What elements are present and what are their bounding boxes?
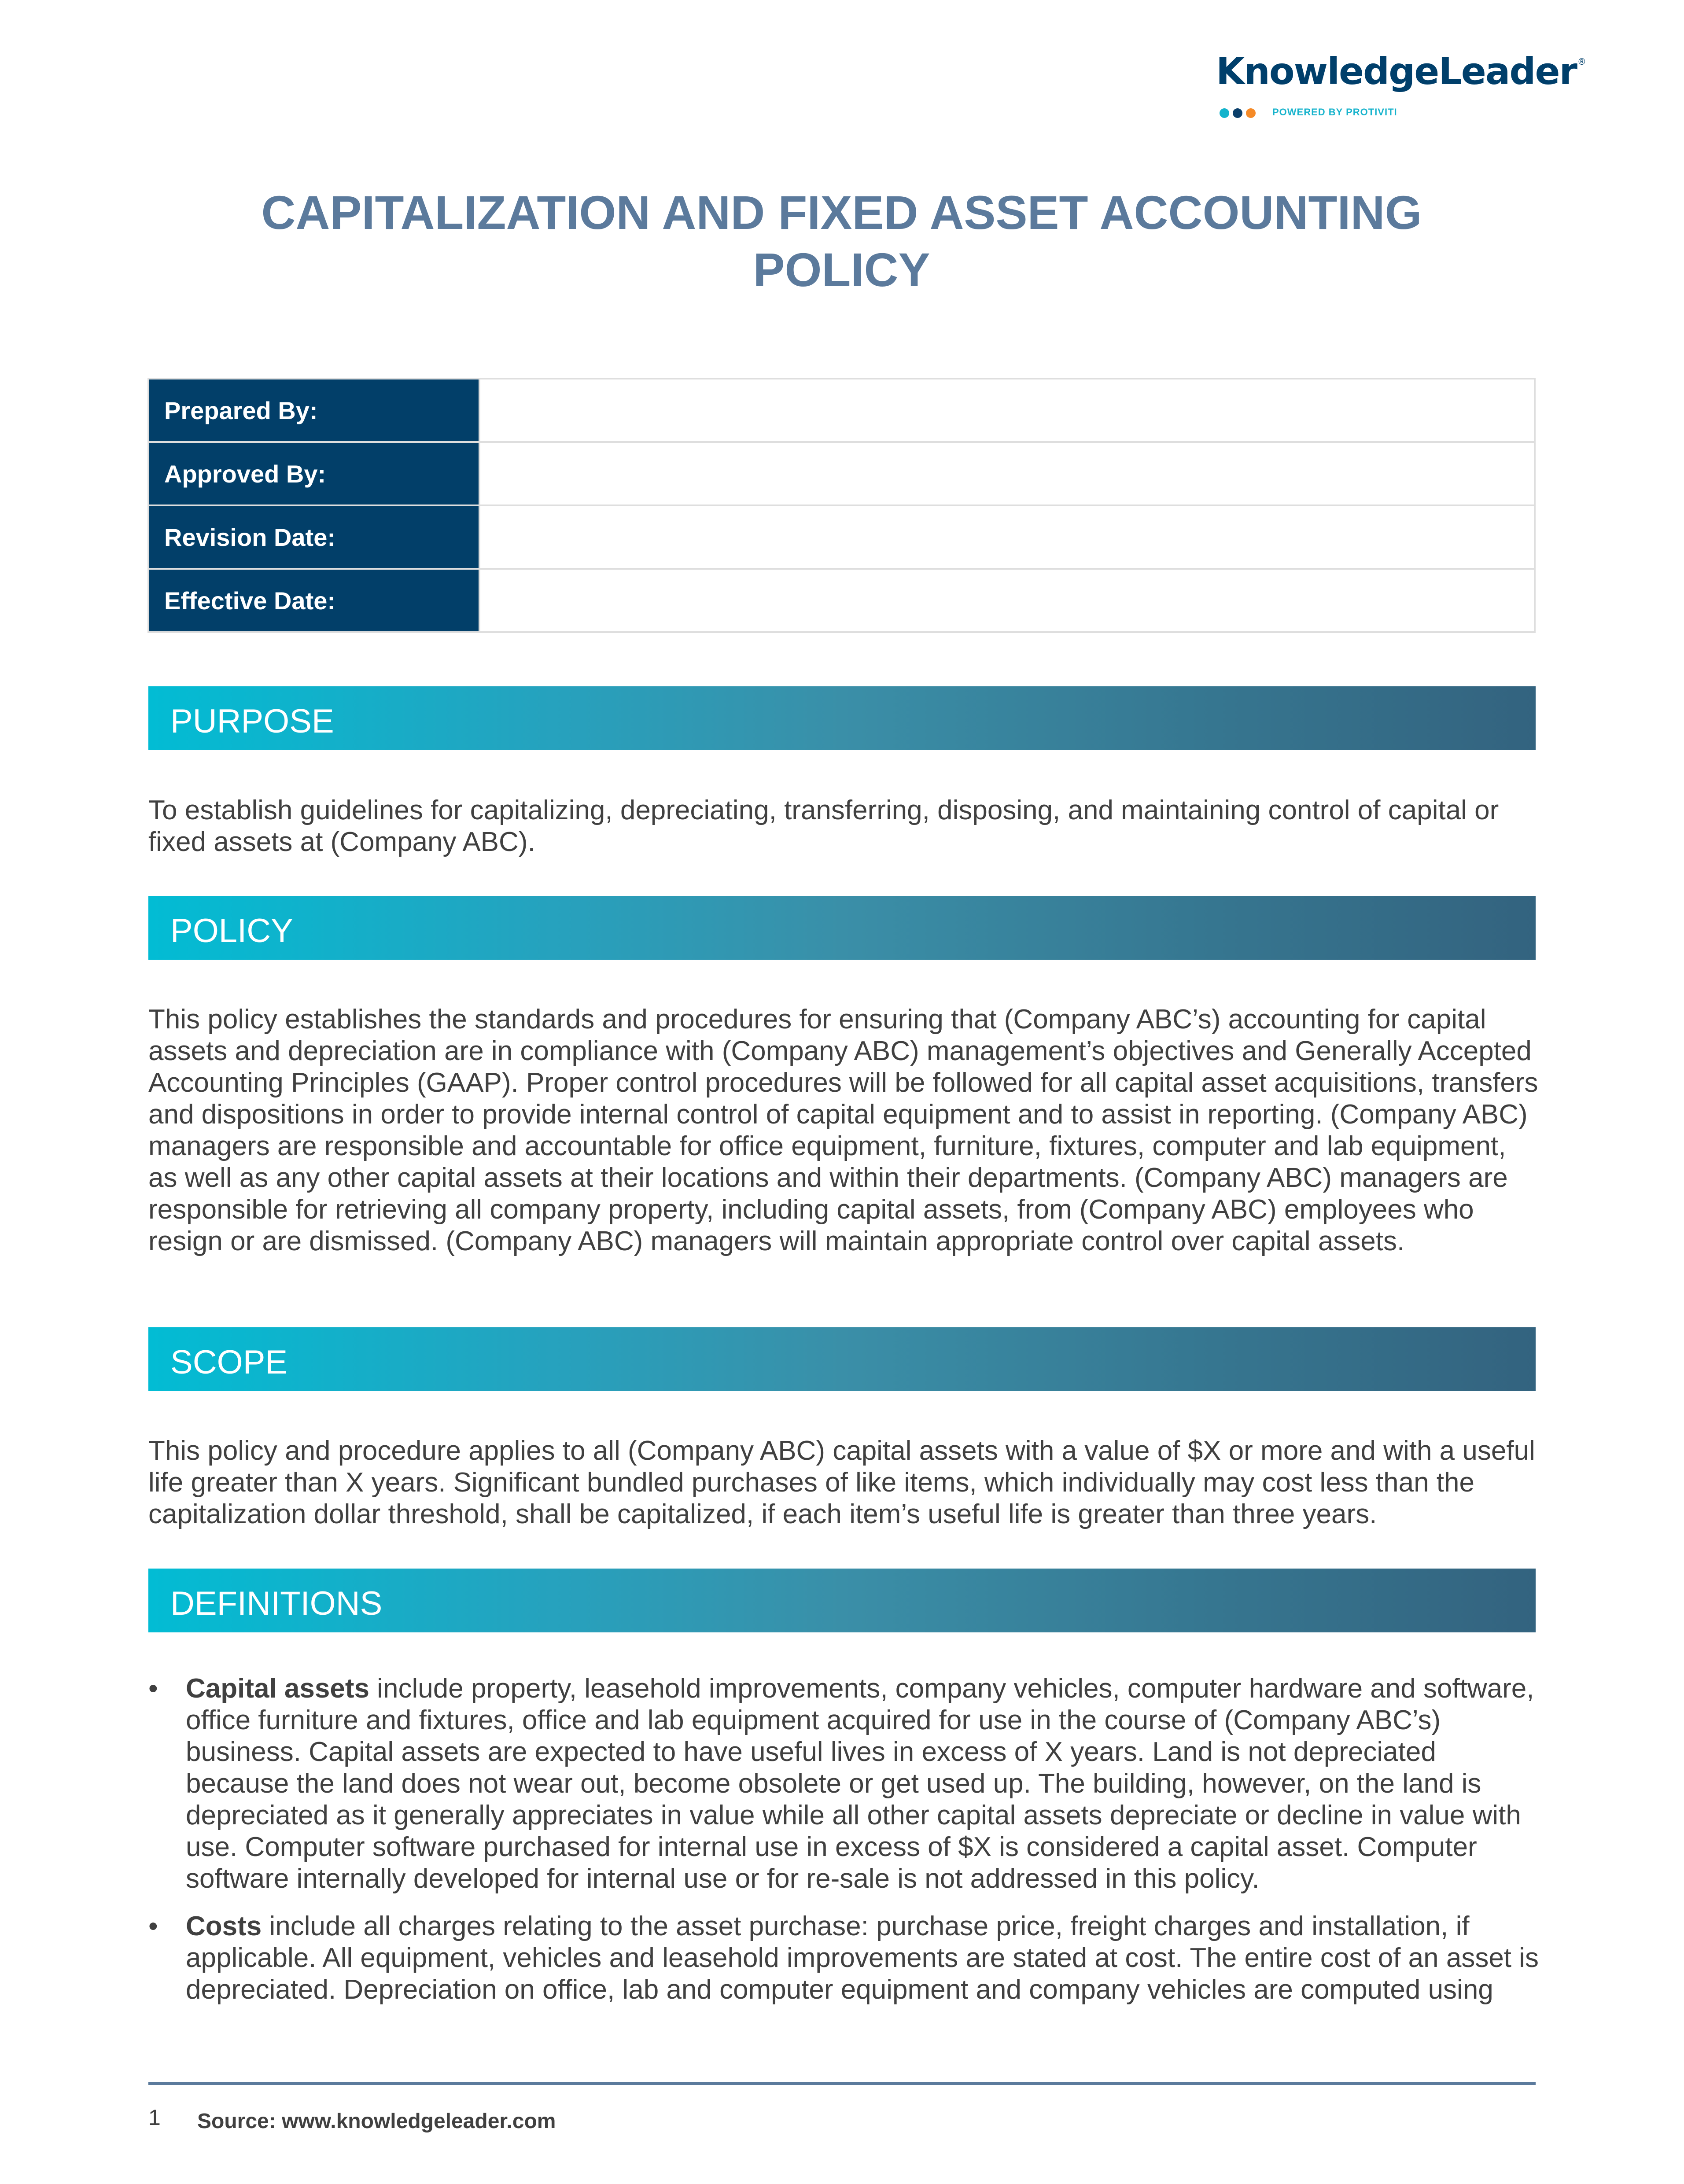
section-heading: DEFINITIONS xyxy=(170,1585,383,1622)
section-heading: POLICY xyxy=(170,912,293,950)
section-header-purpose xyxy=(148,686,1536,750)
dot-teal-icon xyxy=(1220,108,1229,118)
approved-by-label: Approved By: xyxy=(148,442,479,505)
bullet-icon: • xyxy=(148,1673,158,1704)
logo-dots-icon xyxy=(1220,108,1256,118)
definitions-list xyxy=(148,1673,1540,2022)
logo-tagline: POWERED BY PROTIVITI xyxy=(1272,107,1397,118)
revision-date-field[interactable] xyxy=(479,505,1535,569)
logo-wordmark: KnowledgeLeader ® xyxy=(1216,50,1585,93)
knowledgeleader-logo xyxy=(1216,50,1585,123)
definition-term: Capital assets xyxy=(186,1673,369,1704)
table-row-effective-date xyxy=(148,569,1535,632)
title-line-1: CAPITALIZATION AND FIXED ASSET ACCOUNTING xyxy=(261,186,1422,239)
revision-date-label: Revision Date: xyxy=(148,505,479,569)
prepared-by-label: Prepared By: xyxy=(148,379,479,442)
table-row-revision-date xyxy=(148,505,1535,569)
dot-navy-icon xyxy=(1233,108,1242,118)
document-title xyxy=(147,184,1536,298)
list-item xyxy=(148,1673,1540,1895)
definition-text: include all charges relating to the asset purchase: purchase price, freight charges and installation, if applicable. All equipment, vehicles and leasehold improvements are stated at cost. The entire cost of an asset is depreciated. Depreciation on office, lab and computer equipment and company vehicles are computed using xyxy=(186,1911,1539,2005)
section-heading: SCOPE xyxy=(170,1344,288,1381)
purpose-body: To establish guidelines for capitalizing, depreciating, transferring, disposing, and maintaining control of capital or fixed assets at (Company ABC). xyxy=(148,795,1499,857)
bullet-icon: • xyxy=(148,1911,158,1941)
title-line-2: POLICY xyxy=(753,243,930,296)
effective-date-field[interactable] xyxy=(479,569,1535,632)
footer-divider xyxy=(148,2082,1536,2085)
registered-mark: ® xyxy=(1577,56,1585,67)
list-item xyxy=(148,1911,1540,2006)
dot-orange-icon xyxy=(1246,108,1256,118)
section-header-definitions xyxy=(148,1569,1536,1632)
document-info-table xyxy=(147,378,1536,633)
policy-body: This policy establishes the standards and procedures for ensuring that (Company ABC’s) accounting for capital assets and depreciation are in compliance with (Company ABC) management’s objectives and Generally Accepted Accounting Principles (GAAP). Proper control procedures will be followed for all capital asset acquisitions, transfers and dispositions in order to provide internal control of capital equipment and to assist in reporting. (Company ABC) managers are responsible and accountable for office equipment, furniture, fixtures, computer and lab equipment, as well as any other capital assets at their locations and within their departments. (Company ABC) managers are responsible for retrieving all company property, including capital assets, from (Company ABC) employees who resign or are dismissed. (Company ABC) managers will maintain appropriate control over capital assets. xyxy=(148,1004,1538,1256)
table-row-prepared-by xyxy=(148,379,1535,442)
section-header-policy xyxy=(148,896,1536,960)
section-heading: PURPOSE xyxy=(170,703,334,740)
table-row-approved-by xyxy=(148,442,1535,505)
source-link[interactable]: Source: www.knowledgeleader.com xyxy=(197,2110,556,2133)
approved-by-field[interactable] xyxy=(479,442,1535,505)
page-number: 1 xyxy=(148,2105,161,2130)
definition-term: Costs xyxy=(186,1911,262,1941)
section-header-scope xyxy=(148,1327,1536,1391)
effective-date-label: Effective Date: xyxy=(148,569,479,632)
prepared-by-field[interactable] xyxy=(479,379,1535,442)
scope-body: This policy and procedure applies to all (Company ABC) capital assets with a value of $X or more and with a useful life greater than X years. Significant bundled purchases of like items, which individually may cost less than the capitalization dollar threshold, shall be capitalized, if each item’s useful life is greater than three years. xyxy=(148,1436,1535,1529)
definition-text: include property, leasehold improvements, company vehicles, computer hardware and software, office furniture and fixtures, office and lab equipment acquired for use in the course of (Company ABC’s) business. Capital assets are expected to have useful lives in excess of X years. Land is not depreciated because the land does not wear out, become obsolete or get used up. The building, however, on the land is depreciated as it generally appreciates in value while all other capital assets depreciate or decline in value with use. Computer software purchased for internal use in excess of $X is considered a capital asset. Computer software internally developed for internal use or for re-sale is not addressed in this policy. xyxy=(186,1673,1534,1894)
